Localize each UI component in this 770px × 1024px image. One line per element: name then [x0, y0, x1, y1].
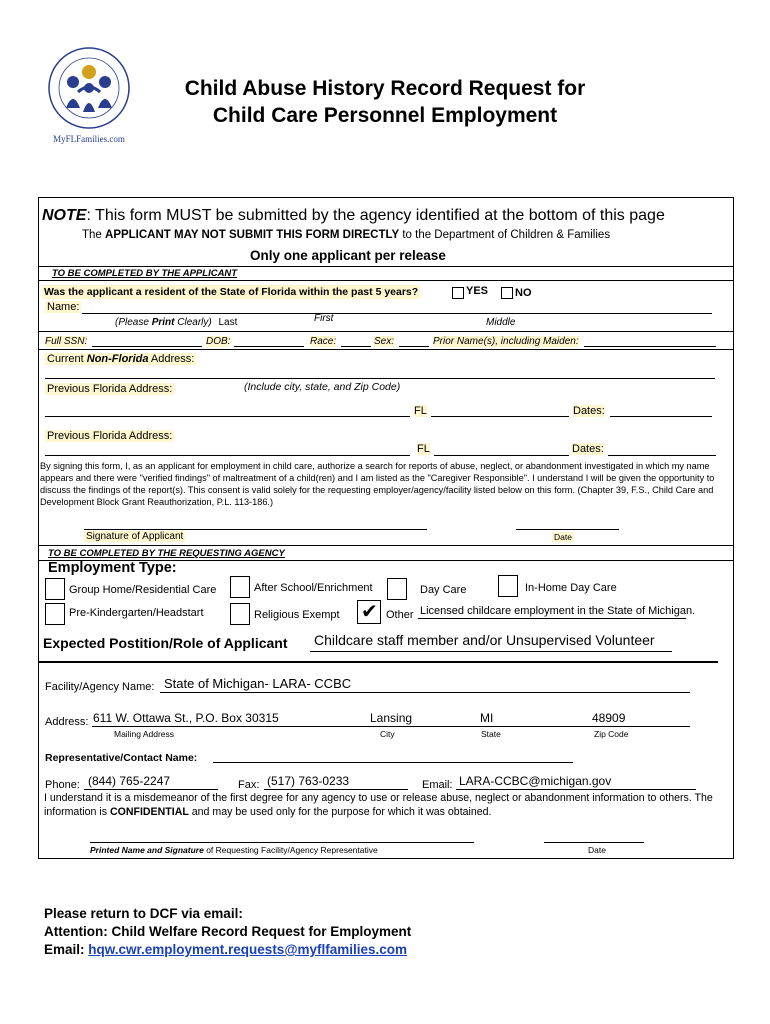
group-home-checkbox[interactable] — [45, 578, 65, 600]
last-name-caption: Last — [218, 317, 238, 328]
current-address-field[interactable] — [45, 378, 715, 379]
dates-1-field[interactable] — [610, 416, 712, 417]
after-school-label: After School/Enrichment — [254, 582, 373, 594]
applicant-signature-field[interactable] — [84, 529, 427, 530]
rep-signature-field[interactable] — [90, 842, 474, 843]
misdemeanor-suffix: and may be used only for the purpose for which it was obtained. — [188, 805, 492, 818]
prior-names-label: Prior Name(s), including Maiden: — [433, 336, 579, 347]
current-address-prefix: Current — [47, 353, 87, 365]
misdemeanor-prefix: I understand it is a misdemeanor of the first degree for any agency to use or release abuse, neglect or abandonment information to others. The information is — [44, 792, 713, 818]
divider — [38, 349, 734, 350]
prev-fl-address-2-field[interactable] — [45, 455, 410, 456]
dates-2-field[interactable] — [608, 455, 716, 456]
race-field[interactable] — [341, 346, 371, 347]
phone-label: Phone: — [45, 779, 80, 791]
day-care-checkbox[interactable] — [387, 578, 407, 600]
other-value[interactable]: Licensed childcare employment in the State of Michigan. — [420, 605, 696, 617]
applicant-signature-label: Signature of Applicant — [86, 531, 184, 542]
sex-field[interactable] — [399, 346, 429, 347]
applicant-date-field[interactable] — [516, 529, 619, 530]
address-label: Address: — [45, 716, 89, 728]
resident-no-checkbox[interactable] — [501, 287, 513, 299]
zip-value[interactable]: 48909 — [592, 711, 626, 725]
print-hint-suffix: Clearly) — [174, 317, 212, 328]
employment-type-label: Employment Type: — [48, 560, 177, 576]
mailing-caption: Mailing Address — [114, 729, 175, 739]
note-label: NOTE — [42, 207, 87, 224]
footer-email-label: Email: — [44, 942, 89, 957]
current-address-label — [45, 353, 196, 365]
dob-field[interactable] — [234, 346, 304, 347]
phone-value[interactable]: (844) 765-2247 — [88, 774, 171, 788]
facility-field-line — [160, 692, 690, 693]
divider — [38, 280, 734, 281]
prev-fl-address-1-field[interactable] — [45, 416, 410, 417]
pre-k-checkbox[interactable] — [45, 603, 65, 625]
fax-label: Fax: — [238, 779, 260, 791]
dates-1-label: Dates: — [573, 405, 605, 417]
email-field-line — [456, 789, 696, 790]
city-value[interactable]: Lansing — [370, 711, 413, 725]
resident-no-label: NO — [515, 287, 532, 299]
name-label: Name: — [47, 301, 80, 313]
note-line2-prefix: The — [82, 229, 106, 241]
misdemeanor-text — [44, 792, 714, 819]
address-value[interactable]: 611 W. Ottawa St., P.O. Box 30315 — [93, 711, 279, 725]
agency-section-heading: TO BE COMPLETED BY THE REQUESTING AGENCY — [48, 548, 285, 559]
sex-label: Sex: — [374, 336, 395, 347]
rep-date-field[interactable] — [544, 842, 644, 843]
applicant-section-heading: TO BE COMPLETED BY THE APPLICANT — [52, 268, 238, 279]
prev-fl-address-2-zip[interactable] — [434, 455, 569, 456]
prior-names-field[interactable] — [584, 346, 716, 347]
current-address-bold: Non-Florida — [86, 353, 149, 365]
resident-question: Was the applicant a resident of the State of Florida within the past 5 years? — [44, 286, 419, 298]
applicant-date-label: Date — [554, 532, 572, 542]
facility-label: Facility/Agency Name: — [45, 681, 155, 693]
confidential-label: CONFIDENTIAL — [109, 805, 189, 818]
middle-name-caption: Middle — [486, 317, 516, 328]
address-hint: (Include city, state, and Zip Code) — [244, 381, 401, 393]
group-home-label: Group Home/Residential Care — [69, 584, 217, 596]
resident-yes-checkbox[interactable] — [452, 287, 464, 299]
note-line2-bold: APPLICANT MAY NOT SUBMIT THIS FORM DIRECTLY — [105, 229, 400, 241]
print-hint-bold: Print — [151, 317, 175, 328]
pre-k-label: Pre-Kindergarten/Headstart — [69, 607, 204, 619]
fl-1-label: FL — [414, 405, 427, 417]
page-title-line2: Child Care Personnel Employment — [212, 104, 558, 127]
fax-field-line — [264, 789, 408, 790]
other-field-line — [418, 618, 686, 619]
prev-fl-address-2-label: Previous Florida Address: — [47, 430, 173, 442]
note-line — [42, 207, 665, 225]
page-title-line1: Child Abuse History Record Request for — [184, 77, 586, 100]
facility-value[interactable]: State of Michigan- LARA- CCBC — [164, 676, 352, 691]
after-school-checkbox[interactable] — [230, 576, 250, 598]
position-field-line — [310, 651, 672, 652]
resident-yes-label: YES — [466, 285, 489, 297]
religious-checkbox[interactable] — [230, 603, 250, 625]
printed-name-suffix: of Requesting Facility/Agency Representative — [203, 845, 378, 855]
divider — [38, 266, 734, 267]
note-line2-suffix: to the Department of Children & Families — [399, 229, 611, 241]
rep-label: Representative/Contact Name: — [45, 752, 198, 764]
prev-fl-address-1-label: Previous Florida Address: — [47, 383, 173, 395]
fl-2-label: FL — [417, 443, 430, 455]
city-caption: City — [380, 729, 395, 739]
phone-field-line — [84, 789, 218, 790]
email-label: Email: — [422, 779, 453, 791]
day-care-label: Day Care — [420, 584, 467, 596]
logo-url: MyFLFamilies.com — [53, 134, 125, 144]
print-hint-prefix: (Please — [115, 317, 152, 328]
rep-field[interactable] — [213, 762, 573, 763]
other-label: Other — [386, 609, 414, 621]
name-field[interactable] — [82, 313, 712, 314]
footer-email-line — [44, 942, 407, 957]
ssn-field[interactable] — [92, 346, 202, 347]
dcf-logo — [40, 42, 138, 150]
position-label: Expected Postition/Role of Applicant — [43, 635, 288, 651]
attention-line: Attention: Child Welfare Record Request for Employment — [44, 924, 412, 939]
one-applicant-note: Only one applicant per release — [250, 248, 446, 263]
footer-email-link[interactable]: hqw.cwr.employment.requests@myflfamilies.com — [88, 942, 408, 957]
other-checkbox[interactable] — [357, 600, 381, 624]
ssn-label: Full SSN: — [45, 336, 88, 347]
return-line: Please return to DCF via email: — [44, 906, 243, 921]
religious-label: Religious Exempt — [254, 609, 340, 621]
zip-caption: Zip Code — [594, 729, 629, 739]
divider — [38, 545, 734, 546]
printed-name-bold: Printed Name and Signature — [90, 845, 204, 855]
name-hint — [115, 317, 237, 328]
in-home-label: In-Home Day Care — [525, 582, 617, 594]
note-line-2 — [82, 229, 610, 241]
dob-label: DOB: — [206, 336, 231, 347]
in-home-checkbox[interactable] — [498, 575, 518, 597]
race-label: Race: — [310, 336, 337, 347]
fax-value[interactable]: (517) 763-0233 — [267, 774, 350, 788]
current-address-suffix: Address: — [148, 353, 195, 365]
note-text: : This form MUST be submitted by the agency identified at the bottom of this page — [86, 207, 665, 224]
first-name-caption: First — [314, 313, 334, 324]
rep-date-caption: Date — [588, 845, 606, 855]
consent-text: By signing this form, I, as an applicant for employment in child care, authorize a search for reports of abuse, neglect, or abandonment investigated in which my name appears and there were "verified findings" of maltreatment of a child(ren) and I am listed as the "Caregiver Responsible". I understand I will be given the opportunity to discuss the findings of the report(s). This consent is valid solely for the requesting employer/agency/facility listed below on this form. (Chapter 39, F.S., Child Care and Development Block Grant Reauthorization, P.L. 113-186.) — [40, 461, 715, 507]
state-value[interactable]: MI — [480, 711, 494, 725]
divider — [38, 331, 734, 332]
checkmark-icon: ✔ — [361, 599, 378, 623]
rep-signature-caption — [90, 845, 378, 855]
prev-fl-address-1-zip[interactable] — [431, 416, 569, 417]
email-value[interactable]: LARA-CCBC@michigan.gov — [459, 774, 612, 788]
address-field-line — [92, 726, 690, 727]
position-value[interactable]: Childcare staff member and/or Unsupervised Volunteer — [314, 632, 655, 648]
divider — [38, 661, 718, 663]
state-caption: State — [481, 729, 501, 739]
dates-2-label: Dates: — [572, 443, 604, 455]
